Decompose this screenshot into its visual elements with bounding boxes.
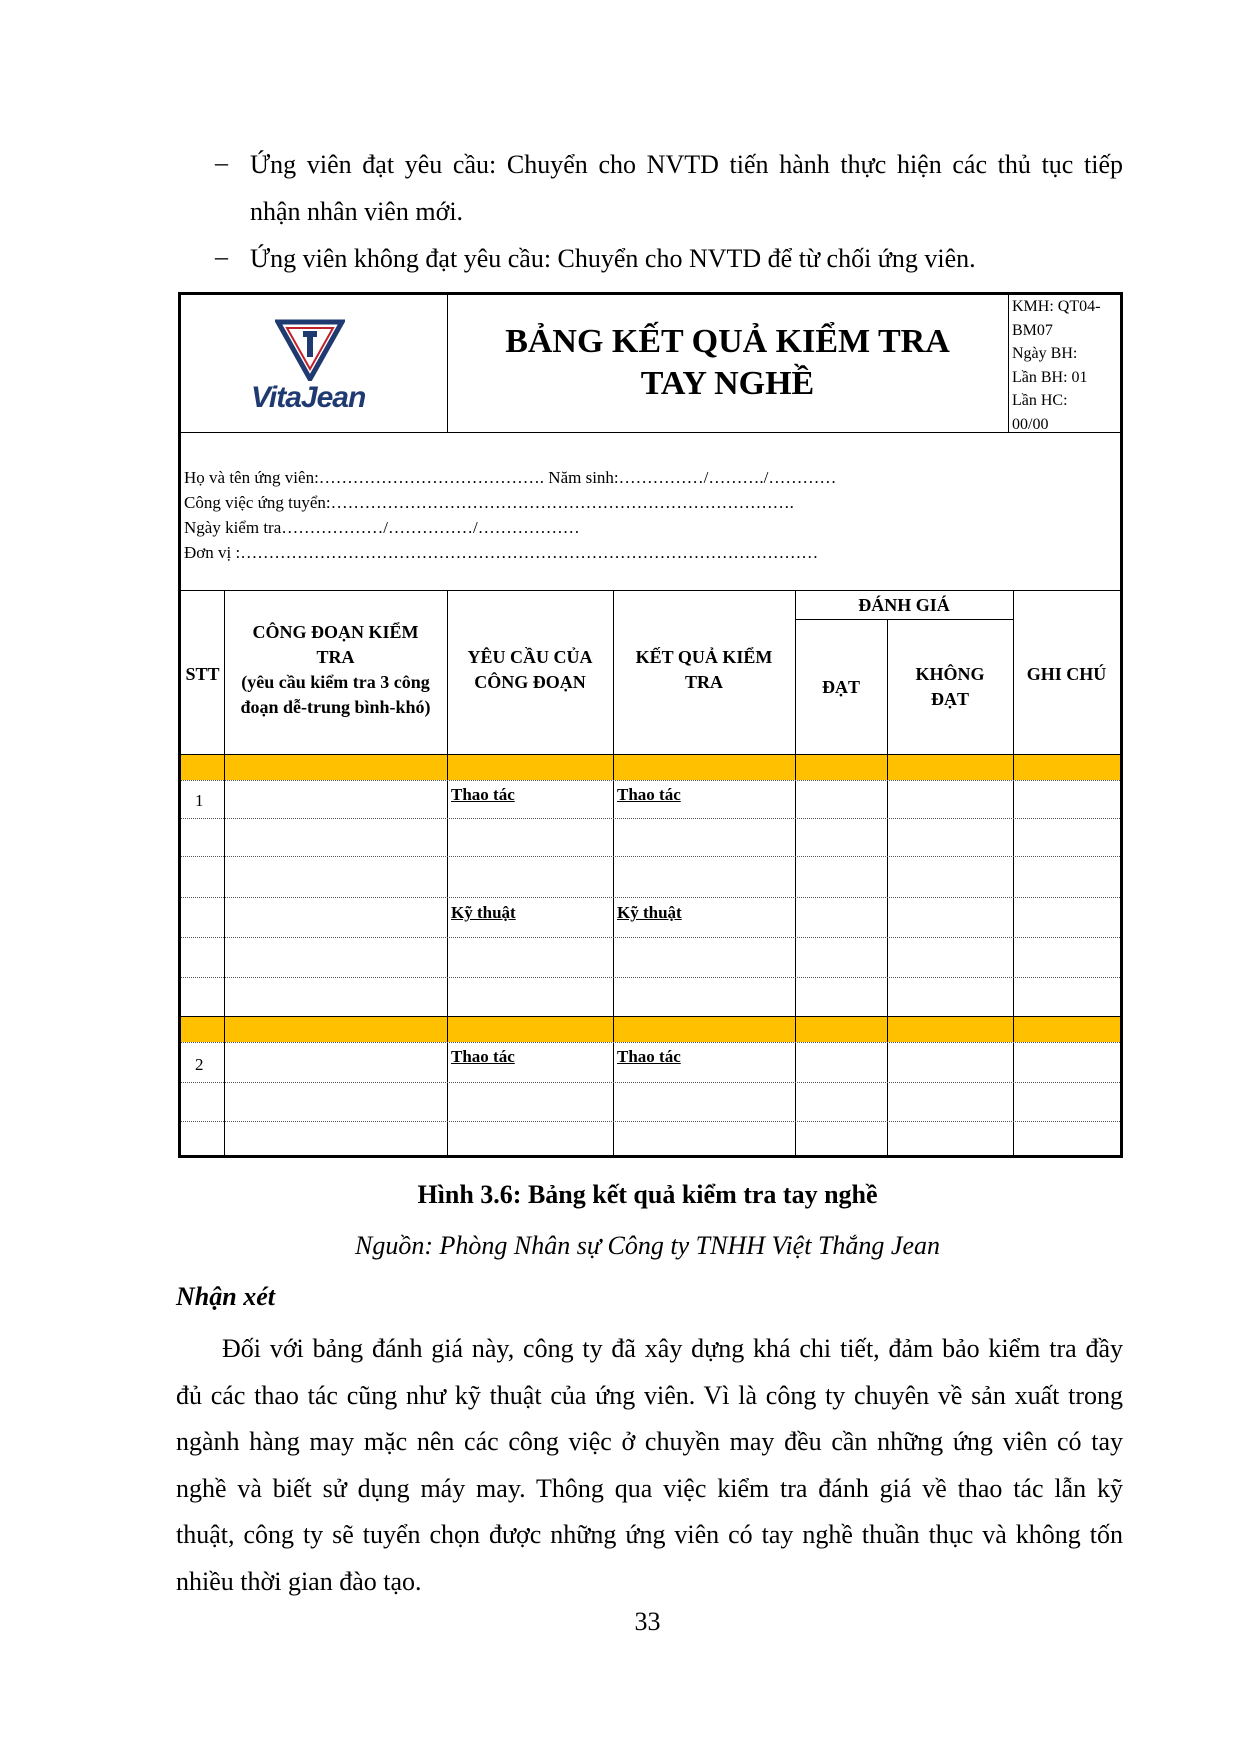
- remark-line: đủ các thao tác cũng như kỹ thuật của ứng viên. Vì là công ty chuyên về sản xuất trong: [176, 1381, 1123, 1410]
- remark-line: Đối với bảng đánh giá này, công ty đã xây dựng khá chi tiết, đảm bảo kiểm tra đầy: [222, 1334, 1123, 1363]
- info-candidate-name: Họ và tên ứng viên:…………………………………. Năm sinh:……………/………./…………: [184, 468, 837, 487]
- remark-line: thuật, công ty sẽ tuyển chọn được những ứng viên có tay nghề thuần thục và không tốn: [176, 1520, 1123, 1549]
- meta-lan-hc: Lần HC:: [1012, 392, 1068, 409]
- info-applied-job: Công việc ứng tuyển:……………………………………………………………………….: [184, 493, 794, 512]
- bullet-dash: –: [215, 148, 228, 177]
- row-number-2: 2: [195, 1055, 204, 1074]
- form-title-line-2: TAY NGHỀ: [640, 365, 815, 402]
- header-stt: STT: [185, 664, 220, 684]
- header-requirement: YÊU CẦU CỦA CÔNG ĐOẠN: [467, 647, 593, 692]
- header-pass: ĐẠT: [821, 677, 860, 697]
- meta-kmh-cont: BM07: [1012, 321, 1053, 339]
- meta-kmh: KMH: QT04-: [1012, 298, 1101, 315]
- highlight-band: [181, 1016, 1120, 1042]
- requirement-thao-tac: Thao tác: [451, 785, 515, 804]
- figure-caption: Hình 3.6: Bảng kết quả kiểm tra tay nghề: [417, 1180, 878, 1209]
- info-test-date: Ngày kiểm tra………………/……………/………………: [184, 518, 580, 537]
- form-title-line-1: BẢNG KẾT QUẢ KIỂM TRA: [505, 323, 950, 360]
- meta-lan-bh: Lần BH: 01: [1012, 368, 1088, 386]
- meta-ngay-bh: Ngày BH:: [1012, 345, 1078, 362]
- remark-line: nhiều thời gian đào tạo.: [176, 1567, 422, 1596]
- requirement-ky-thuat: Kỹ thuật: [451, 903, 516, 922]
- bullet-1-line-2: nhận nhân viên mới.: [250, 197, 464, 226]
- info-unit: Đơn vị :…………………………………………………………………………………………: [184, 543, 819, 562]
- header-stage: CÔNG ĐOẠN KIỂM TRA (yêu cầu kiểm tra 3 công đoạn dễ-trung bình-khó): [240, 622, 431, 717]
- bullet-2-line-1: Ứng viên không đạt yêu cầu: Chuyển cho NVTD để từ chối ứng viên.: [250, 244, 976, 273]
- figure-source: Nguồn: Phòng Nhân sự Công ty TNHH Việt Thắng Jean: [355, 1231, 940, 1260]
- remark-line: ngành hàng may mặc nên các công việc ở chuyền may đều cần những ứng viên có tay: [176, 1427, 1123, 1456]
- bullet-dash: –: [215, 242, 228, 271]
- result-thao-tac-2: Thao tác: [617, 1047, 681, 1066]
- vitajean-logo: [251, 319, 371, 419]
- form-meta: [1012, 295, 1100, 436]
- logo-emblem-icon: [275, 319, 345, 381]
- meta-lan-hc-value: 00/00: [1012, 415, 1049, 433]
- skill-test-form: [178, 292, 1123, 1158]
- result-ky-thuat: Kỹ thuật: [617, 903, 682, 922]
- logo-text: VitaJean: [251, 381, 366, 414]
- remark-heading: Nhận xét: [176, 1282, 275, 1311]
- header-evaluation: ĐÁNH GIÁ: [858, 595, 950, 615]
- header-result: KẾT QUẢ KIỂM TRA: [635, 647, 773, 692]
- highlight-band: [181, 754, 1120, 780]
- remark-line: nghề và biết sử dụng máy may. Thông qua việc kiểm tra đánh giá về thao tác lẫn kỹ: [176, 1474, 1123, 1503]
- result-thao-tac: Thao tác: [617, 785, 681, 804]
- page-number: 33: [634, 1607, 661, 1636]
- header-fail: KHÔNG ĐẠT: [915, 664, 985, 709]
- bullet-1-line-1: Ứng viên đạt yêu cầu: Chuyển cho NVTD tiến hành thực hiện các thủ tục tiếp: [250, 150, 1123, 179]
- header-note: GHI CHÚ: [1026, 664, 1107, 684]
- row-number-1: 1: [195, 791, 204, 810]
- requirement-thao-tac-2: Thao tác: [451, 1047, 515, 1066]
